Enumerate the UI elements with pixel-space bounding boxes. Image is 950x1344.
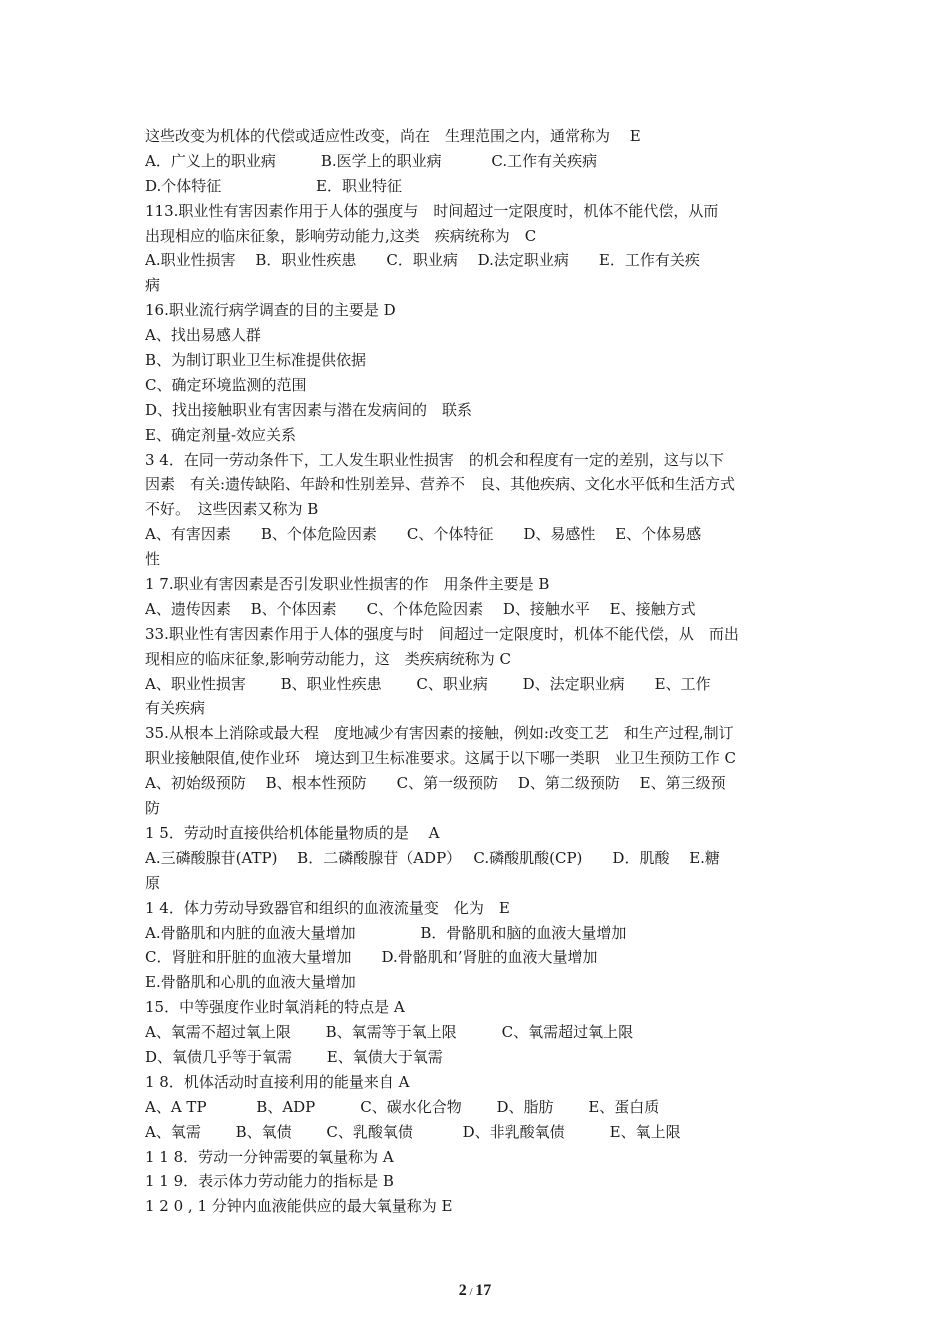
text-line: 现相应的临床征象,影响劳动能力，这 类疾病统称为 C xyxy=(145,649,512,668)
text-line: A．广义上的职业病 B.医学上的职业病 C.工作有关疾病 xyxy=(145,151,598,170)
text-line: 15．中等强度作业时氧消耗的特点是 A xyxy=(145,998,405,1017)
text-line: 16.职业流行病学调查的目的主要是 D xyxy=(145,301,396,320)
text-line: 113.职业性有害因素作用于人体的强度与 时间超过一定限度时，机体不能代偿，从而 xyxy=(145,201,719,220)
text-line: 1 1 9．表示体力劳动能力的指标是 B xyxy=(145,1172,394,1191)
text-line: 原 xyxy=(145,873,161,892)
text-line: E、确定剂量-效应关系 xyxy=(145,425,297,444)
text-line: D、氧债几乎等于氧需 E、氧债大于氧需 xyxy=(145,1047,443,1066)
text-line: 1 5．劳动时直接供给机体能量物质的是 A xyxy=(145,823,440,842)
text-line: C、确定环境监测的范围 xyxy=(145,375,307,394)
text-line: A.三磷酸腺苷(ATP) B．二磷酸腺苷（ADP） C.磷酸肌酸(CP) D．肌酸 E.糖 xyxy=(145,848,720,867)
text-line: A.职业性损害 B．职业性疾患 C．职业病 D.法定职业病 E．工作有关疾 xyxy=(145,251,700,270)
text-line: B、为制订职业卫生标准提供依据 xyxy=(145,351,367,370)
text-line: C．肾脏和肝脏的血液大量增加 D.骨骼肌和’肾脏的血液大量增加 xyxy=(145,948,598,967)
text-line: A.骨骼肌和内脏的血液大量增加 B．骨骼肌和脑的血液大量增加 xyxy=(145,923,627,942)
text-line: 1 2 0 , 1 分钟内血液能供应的最大氧量称为 E xyxy=(145,1197,453,1216)
text-line: A、氧需 B、氧债 C、乳酸氧债 D、非乳酸氧债 E、氧上限 xyxy=(145,1122,681,1141)
text-line: D.个体特征 E．职业特征 xyxy=(145,176,402,195)
text-line: 因素 有关:遗传缺陷、年龄和性别差异、营养不 良、其他疾病、文化水平低和生活方式 xyxy=(145,475,736,494)
text-line: 1 7.职业有害因素是否引发职业性损害的作 用条件主要是 B xyxy=(145,575,550,594)
text-line: A、职业性损害 B、职业性疾患 C、职业病 D、法定职业病 E、工作 xyxy=(145,674,711,693)
text-line: D、找出接触职业有害因素与潜在发病间的 联系 xyxy=(145,400,473,419)
text-line: 这些改变为机体的代偿或适应性改变，尚在 生理范围之内，通常称为 E xyxy=(145,127,641,145)
text-line: 35.从根本上消除或最大程 度地减少有害因素的接触，例如:改变工艺 和生产过程,制订 xyxy=(145,724,734,743)
text-line: 33.职业性有害因素作用于人体的强度与时 间超过一定限度时，机体不能代偿，从 而出 xyxy=(145,624,739,643)
page-total: 17 xyxy=(475,1282,492,1299)
text-line: 1 8．机体活动时直接利用的能量来自 A xyxy=(145,1072,410,1091)
text-line: A、初始级预防 B、根本性预防 C、第一级预防 D、第二级预防 E、第三级预 xyxy=(145,774,726,793)
page-separator: / xyxy=(466,1286,476,1298)
text-line: 病 xyxy=(145,276,161,295)
text-line: A、找出易感人群 xyxy=(145,326,261,345)
text-line: 1 1 8．劳动一分钟需要的氧量称为 A xyxy=(145,1147,394,1166)
text-line: 不好。 这些因素又称为 B xyxy=(145,500,319,519)
page-current: 2 xyxy=(458,1282,467,1299)
text-line: 3 4．在同一劳动条件下，工人发生职业性损害 的机会和程度有一定的差别，这与以下 xyxy=(145,450,724,469)
text-line: 有关疾病 xyxy=(145,699,206,718)
text-line: A、A TP B、ADP C、碳水化合物 D、脂肪 E、蛋白质 xyxy=(145,1097,660,1116)
page-number xyxy=(0,1282,950,1300)
text-line: A、遗传因素 B、个体因素 C、个体危险因素 D、接触水平 E、接触方式 xyxy=(145,599,696,618)
text-line: A、有害因素 B、个体危险因素 C、个体特征 D、易感性 E、个体易感 xyxy=(145,525,702,544)
document-body xyxy=(145,124,810,1219)
text-line: 职业接触限值,使作业环 境达到卫生标准要求。这属于以下哪一类职 业卫生预防工作 C xyxy=(145,749,737,768)
text-line: 1 4．体力劳动导致器官和组织的血液流量变 化为 E xyxy=(145,898,510,917)
text-line: 防 xyxy=(145,799,161,818)
text-line: 出现相应的临床征象，影响劳动能力,这类 疾病统称为 C xyxy=(145,226,537,245)
text-line: A、氧需不超过氧上限 B、氧需等于氧上限 C、氧需超过氧上限 xyxy=(145,1023,634,1042)
text-line: E.骨骼肌和心肌的血液大量增加 xyxy=(145,973,356,992)
text-line: 性 xyxy=(145,550,161,569)
